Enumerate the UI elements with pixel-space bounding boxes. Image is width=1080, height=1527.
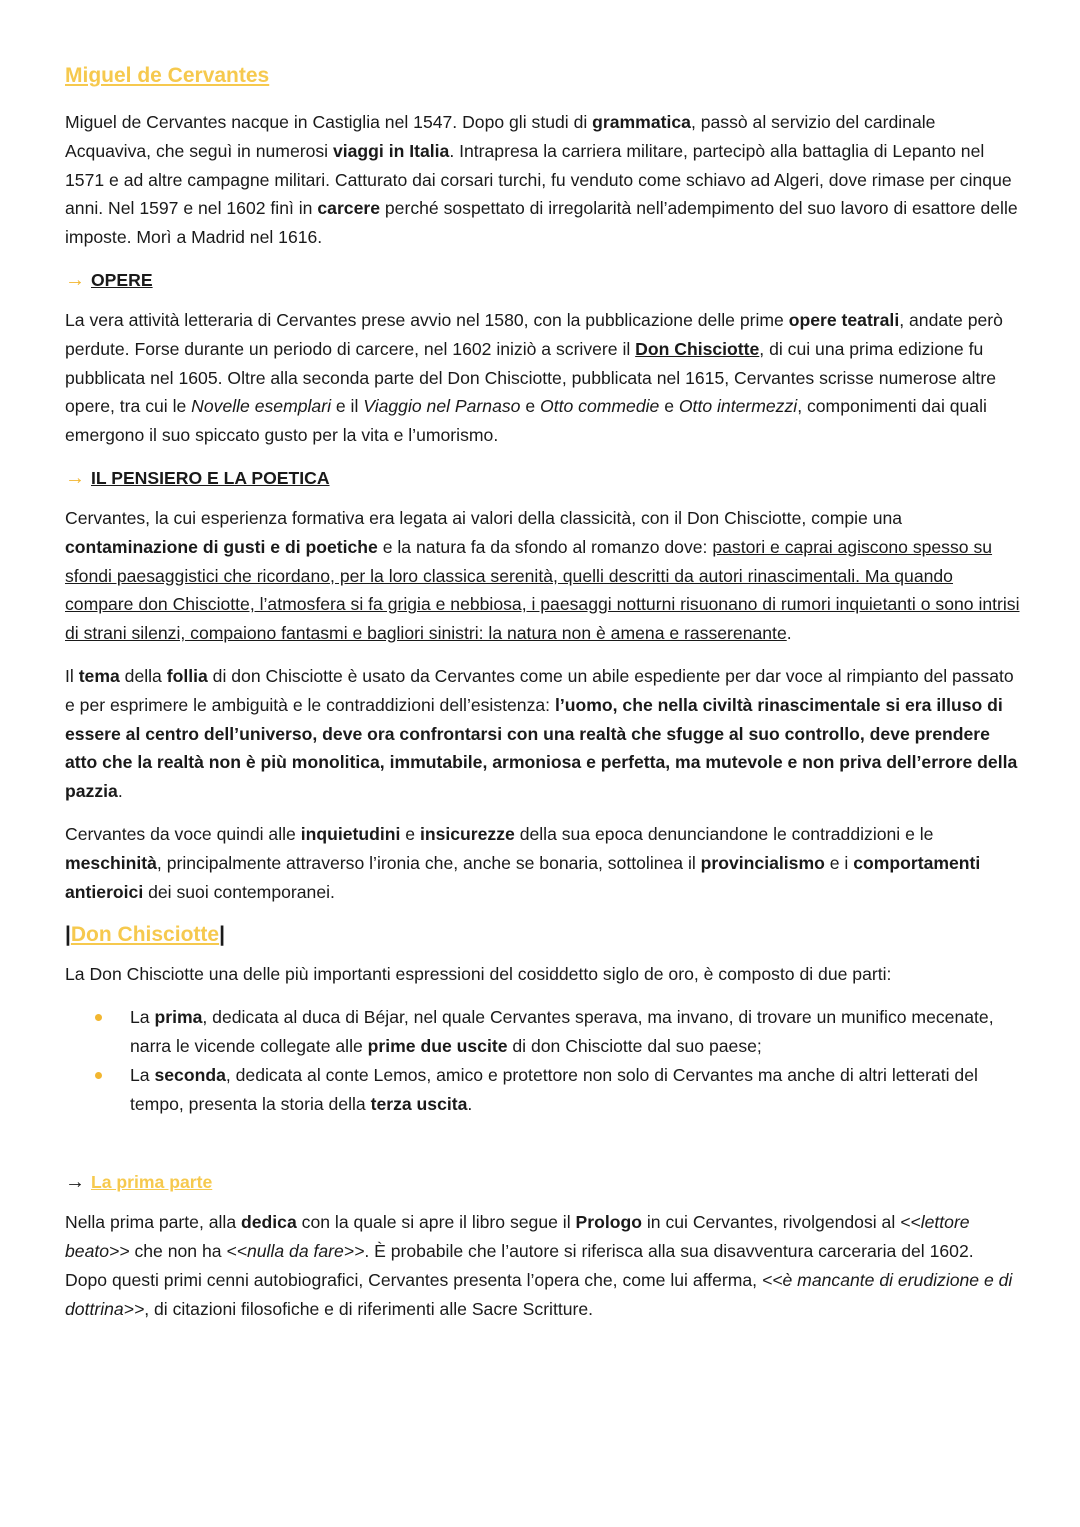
- heading-bar-left: |: [65, 923, 71, 947]
- text-run: provincialismo: [700, 852, 825, 873]
- dc-parts-list: [65, 1003, 1020, 1118]
- text-run: Nella prima parte, alla: [65, 1212, 242, 1233]
- arrow-right-icon: →: [65, 1171, 85, 1194]
- text-run: meschinità: [65, 852, 157, 873]
- text-run: della: [119, 665, 167, 686]
- text-run: , componimenti dai quali emergono il suo spiccato gusto per la vita e l’umorismo.: [65, 396, 987, 446]
- text-run: , dedicata al duca di Béjar, nel quale Cervantes sperava, ma invano, di trovare un munifico mecenate, narra le vicende collegate alle: [130, 1007, 994, 1056]
- text-run: tema: [78, 665, 120, 686]
- text-run: .: [786, 623, 792, 644]
- dc-intro-paragraph: [65, 960, 1020, 989]
- text-run: viaggi in Italia: [332, 140, 450, 161]
- text-run: di don Chisciotte è usato da Cervantes come un abile espediente per dar voce al rimpianto del passato e per esprimere le ambiguità e le contraddizioni dell’esistenza:: [65, 665, 1014, 715]
- text-run: grammatica: [592, 112, 691, 132]
- text-run: <<è mancante di erudizione e di dottrina>>: [65, 1269, 1013, 1319]
- heading-bar-right: |: [219, 923, 225, 947]
- text-run: .: [467, 1093, 473, 1114]
- text-run: <<nulla da fare>>: [226, 1241, 365, 1262]
- text-run: Novelle esemplari: [191, 396, 331, 417]
- bullet-icon: [95, 1072, 102, 1079]
- text-run: e la natura fa da sfondo al romanzo dove:: [377, 536, 713, 557]
- pensiero-paragraph-3: [65, 820, 1020, 906]
- pensiero-paragraph-1: [65, 504, 1020, 648]
- page-title: Miguel de Cervantes: [65, 64, 270, 87]
- text-run: dedica: [241, 1212, 297, 1233]
- text-run: in cui Cervantes, rivolgendosi al: [641, 1212, 901, 1233]
- text-run: , dedicata al conte Lemos, amico e protettore non solo di Cervantes ma anche di altri letterati del tempo, presenta la storia della: [130, 1064, 978, 1114]
- text-run: e: [520, 396, 541, 417]
- text-run: Prologo: [575, 1212, 642, 1233]
- text-run: carcere: [317, 198, 380, 219]
- bullet-icon: [95, 1014, 102, 1021]
- text-run: con la quale si apre il libro segue il: [296, 1212, 576, 1233]
- text-run: . È probabile che l’autore si riferisca alla sua disavventura carceraria del 1602. Dopo questi primi cenni autobiografici, Cervantes presenta l’opera che, come lui afferma,: [65, 1241, 974, 1290]
- list-item: [130, 1061, 1020, 1119]
- text-run: <<lettore beato>>: [65, 1212, 970, 1262]
- text-run: l’uomo, che nella civiltà rinascimentale si era illuso di essere al centro dell’universo, deve ora confrontarsi con una realtà che sfugge al suo controllo, deve prendere atto che la realtà non è più monolitica, immutabile, armoniosa e perfetta, ma mutevole e non priva dell’errore della pazzia: [65, 694, 1018, 802]
- pensiero-paragraph-2: [65, 662, 1020, 806]
- text-run: insicurezze: [419, 823, 515, 844]
- text-run: dei suoi contemporanei.: [143, 881, 335, 902]
- text-run: e: [400, 823, 420, 844]
- text-run: Viaggio nel Parnaso: [363, 396, 521, 417]
- text-run: , di citazioni filosofiche e di riferimenti alle Sacre Scritture.: [144, 1298, 594, 1319]
- text-run: Il: [65, 665, 79, 686]
- text-run: , principalmente attraverso l’ironia che, anche se bonaria, sottolinea il: [156, 852, 701, 873]
- text-run: Cervantes da voce quindi alle: [65, 823, 301, 844]
- text-run: della sua epoca denunciandone le contraddizioni e le: [514, 823, 934, 844]
- opere-paragraph: [65, 306, 1020, 450]
- text-run: . Intrapresa la carriera militare, partecipò alla battaglia di Lepanto nel 1571 e ad altre campagne militari. Catturato dai corsari turchi, fu venduto come schiavo ad Algeri, dove rimase per cinque anni. Nel 1597 e nel 1602 finì in: [65, 140, 1012, 219]
- don-chisciotte-heading: [65, 920, 1020, 950]
- text-run: Miguel de Cervantes nacque in Castiglia nel 1547. Dopo gli studi di: [65, 112, 593, 132]
- text-run: , di cui una prima edizione fu pubblicata nel 1605. Oltre alla seconda parte del Don Chisciotte, pubblicata nel 1615, Cervantes scrisse numerose altre opere, tra cui le: [65, 338, 997, 417]
- text-run: .: [117, 781, 123, 802]
- text-run: di don Chisciotte dal suo paese;: [507, 1035, 762, 1056]
- text-run: pastori e caprai agiscono spesso su sfondi paesaggistici che ricordano, per la loro classica serenità, quelli descritti da autori rinascimentali. Ma quando compare don Chisciotte, l’atmosfera si fa grigia e nebbiosa, i paesaggi notturni risuonano di rumori inquietanti o sono intrisi di strani silenzi, compaiono fantasmi e bagliori sinistri: la natura non è amena e rasserenante: [65, 536, 1020, 644]
- section-heading-prima-parte: [65, 1168, 1020, 1196]
- bio-paragraph: [65, 108, 1020, 252]
- text-run: La: [130, 1007, 155, 1028]
- prima-parte-paragraph: [65, 1208, 1020, 1323]
- text-run: inquietudini: [300, 823, 401, 844]
- text-run: e: [659, 396, 679, 417]
- arrow-right-icon: →: [65, 466, 85, 489]
- text-run: prime due uscite: [367, 1035, 508, 1056]
- text-run: che non ha: [129, 1241, 227, 1262]
- text-run: terza uscita: [370, 1093, 468, 1114]
- text-run: contaminazione di gusti e di poetiche: [65, 536, 378, 557]
- section-heading-opere: [65, 266, 1020, 294]
- document-page: [65, 62, 1020, 1338]
- section-heading-pensiero: [65, 464, 1020, 492]
- text-run: Otto commedie: [540, 396, 660, 417]
- text-run: seconda: [154, 1064, 226, 1085]
- text-run: follia: [166, 665, 208, 686]
- text-run: La: [130, 1064, 155, 1085]
- text-run: Otto intermezzi: [678, 396, 798, 417]
- text-run: La Don Chisciotte una delle più importanti espressioni del cosiddetto siglo de oro, è composto di due parti:: [65, 964, 892, 985]
- section-label: La prima parte: [91, 1172, 213, 1193]
- text-run: prima: [154, 1007, 203, 1028]
- heading-text: Don Chisciotte: [70, 923, 220, 947]
- text-run: opere teatrali: [788, 309, 900, 330]
- text-run: e i: [824, 852, 854, 873]
- section-label: OPERE: [91, 269, 153, 290]
- text-run: , passò al servizio del cardinale Acquaviva, che seguì in numerosi: [65, 112, 936, 161]
- arrow-right-icon: →: [65, 268, 85, 291]
- text-run: Cervantes, la cui esperienza formativa era legata ai valori della classicità, con il Don Chisciotte, compie una: [65, 507, 903, 528]
- text-run: La vera attività letteraria di Cervantes prese avvio nel 1580, con la pubblicazione delle prime: [65, 309, 789, 330]
- text-run: perché sospettato di irregolarità nell’adempimento del suo lavoro di esattore delle imposte. Morì a Madrid nel 1616.: [65, 198, 1018, 248]
- section-label: IL PENSIERO E LA POETICA: [91, 467, 330, 488]
- text-run: , andate però perdute. Forse durante un periodo di carcere, nel 1602 iniziò a scrivere il: [65, 309, 1003, 359]
- text-run: comportamenti antieroici: [65, 852, 981, 902]
- text-run: e il: [331, 396, 364, 417]
- list-item: [130, 1003, 1020, 1061]
- text-run: Don Chisciotte: [635, 338, 760, 359]
